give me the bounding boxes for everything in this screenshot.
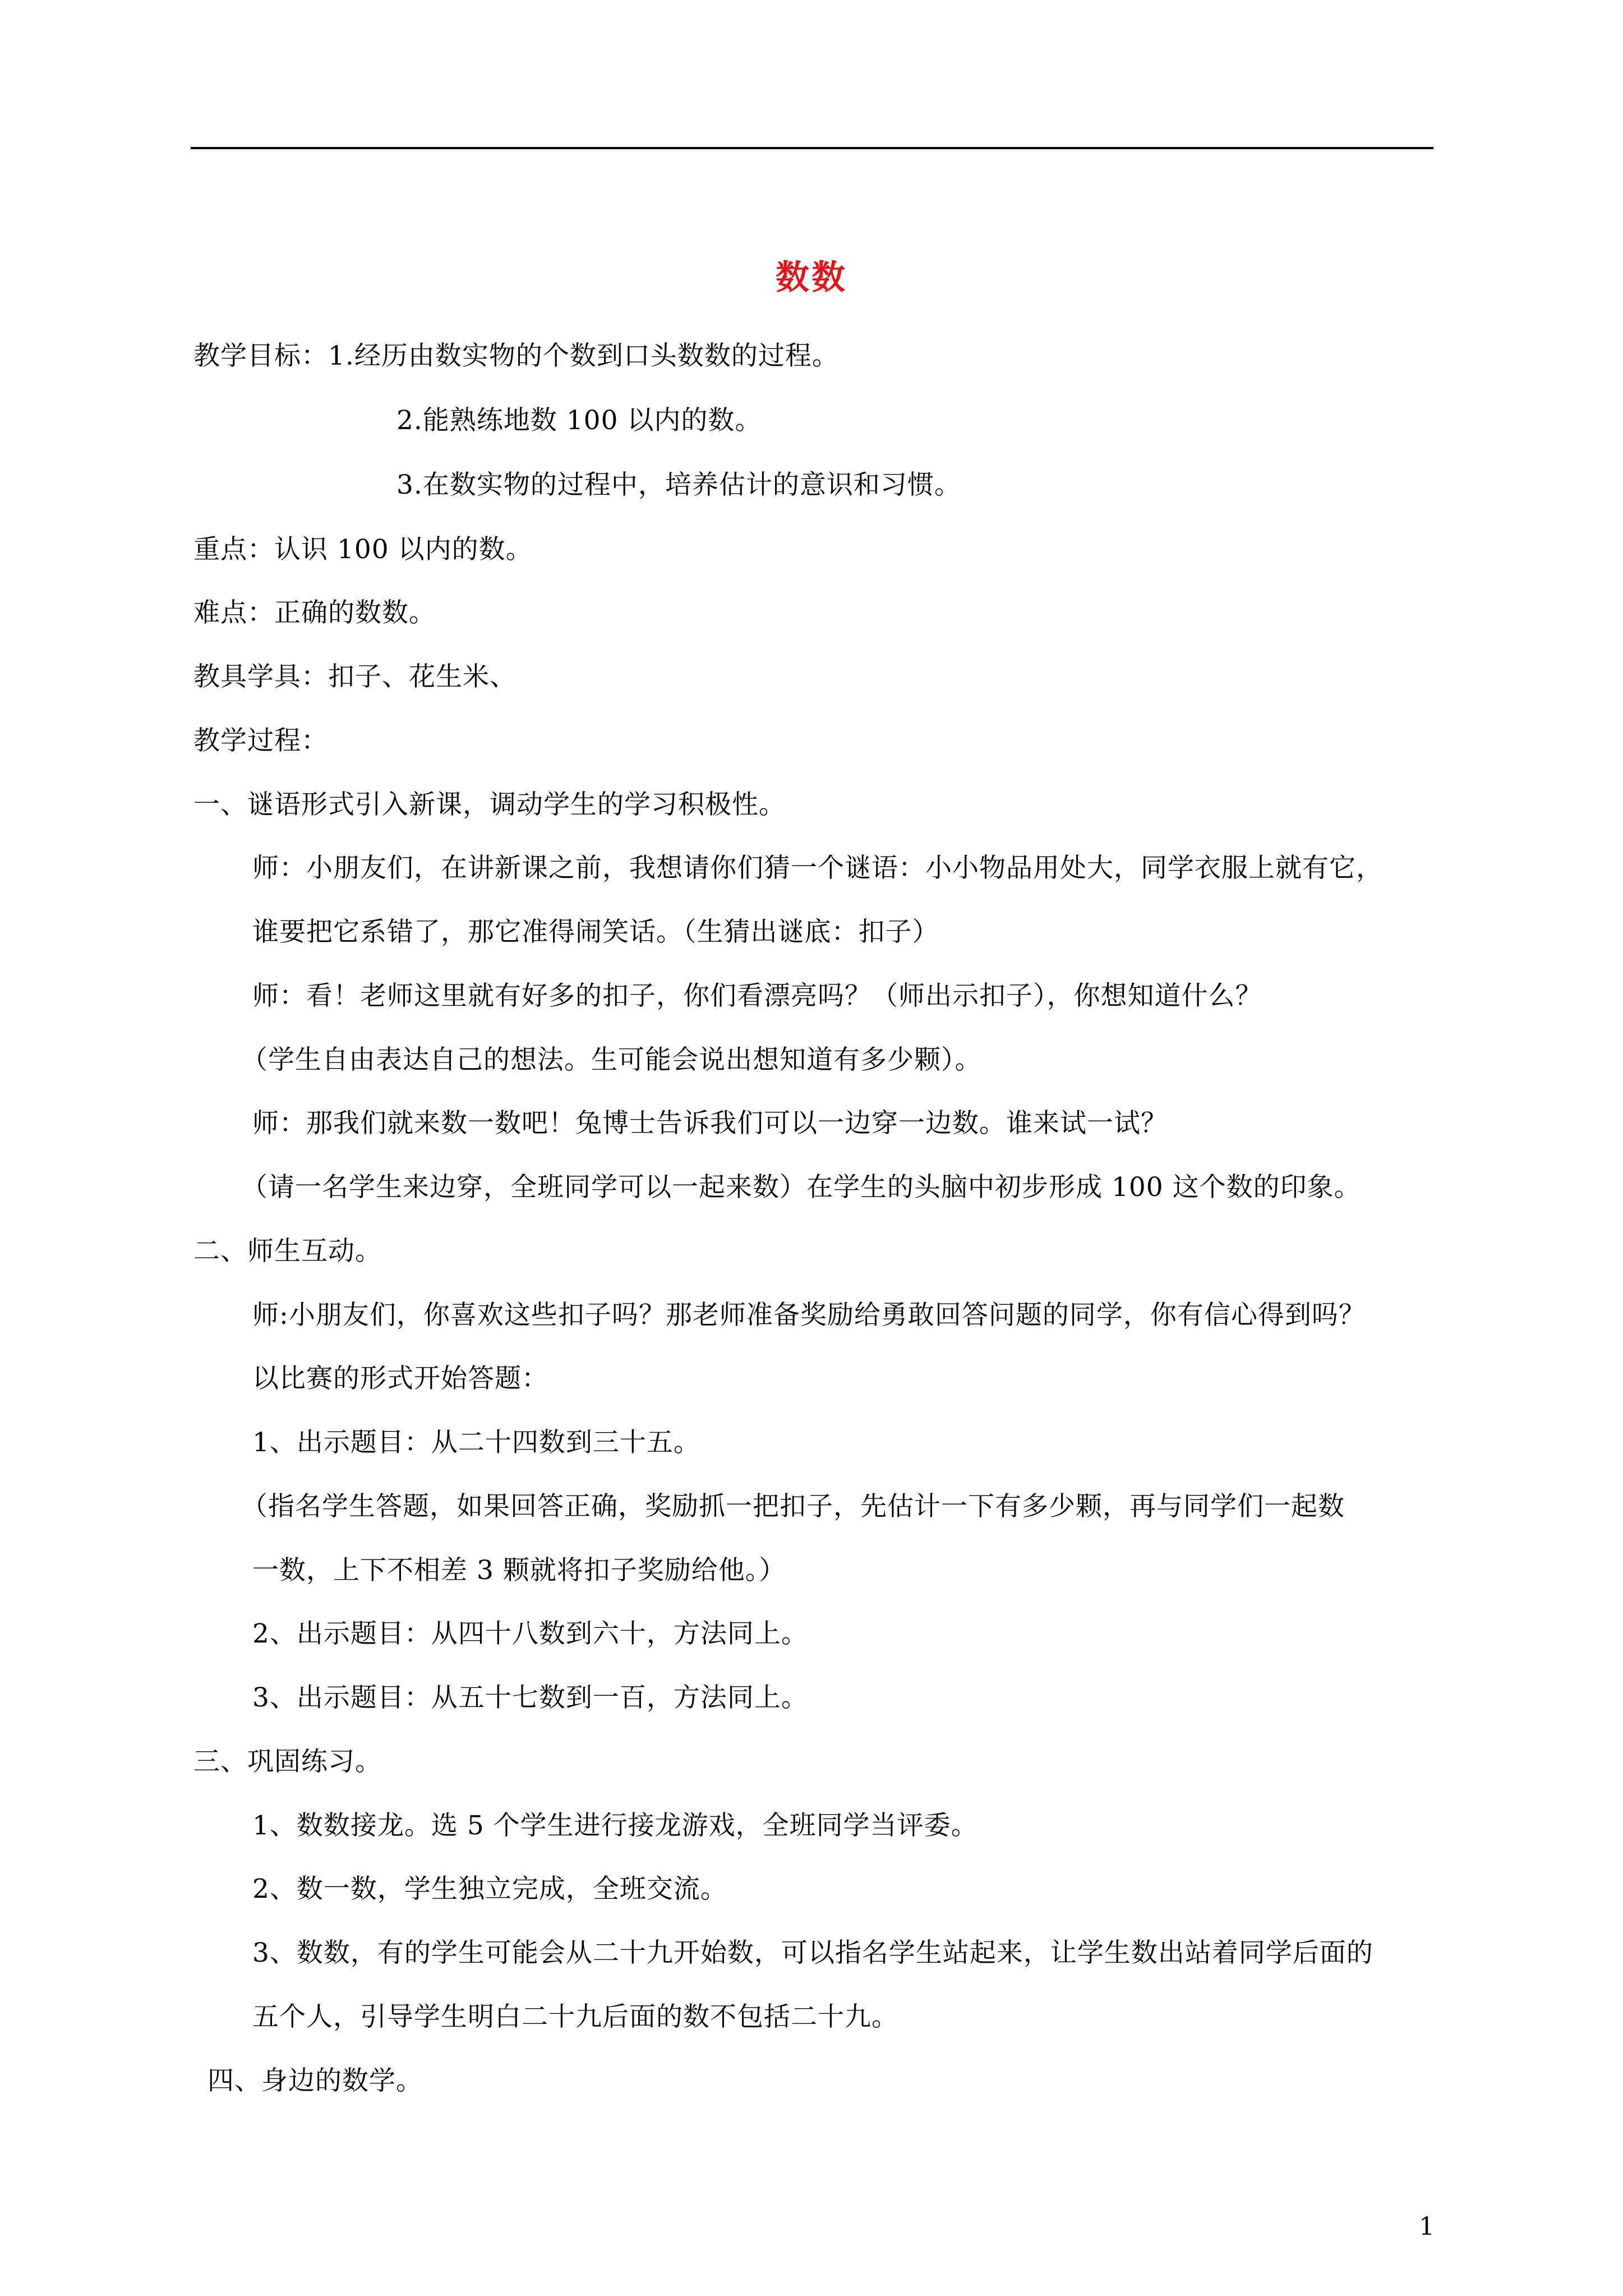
paragraph-line: 师：看！老师这里就有好多的扣子，你们看漂亮吗？（师出示扣子），你想知道什么？ [252,981,1262,1011]
page-number: 1 [1419,2212,1435,2241]
paragraph-line: 3、数数，有的学生可能会从二十九开始数，可以指名学生站起来，让学生数出站着同学后面的 [252,1938,1373,1968]
paragraph-line: 师：那我们就来数一数吧！兔博士告诉我们可以一边穿一边数。谁来试一试？ [252,1108,1168,1139]
paragraph-line: 以比赛的形式开始答题： [252,1363,548,1394]
key-point: 重点：认识 100 以内的数。 [193,534,533,565]
objective-3: 3.在数实物的过程中，培养估计的意识和习惯。 [396,470,961,500]
paragraph-line: 3、出示题目：从五十七数到一百，方法同上。 [252,1682,808,1713]
paragraph-line: 1、出示题目：从二十四数到三十五。 [252,1427,700,1458]
section-3-heading: 三、巩固练习。 [193,1746,382,1777]
paragraph-line: 五个人，引导学生明白二十九后面的数不包括二十九。 [252,2001,898,2032]
header-rule [191,147,1433,149]
objective-2: 2.能熟练地数 100 以内的数。 [396,405,762,436]
paragraph-line: 一数，上下不相差 3 颗就将扣子奖励给他。） [252,1555,786,1586]
section-2-heading: 二、师生互动。 [193,1236,382,1267]
paragraph-line: （学生自由表达自己的想法。生可能会说出想知道有多少颗）。 [241,1045,982,1075]
section-4-heading: 四、身边的数学。 [208,2065,423,2096]
document-title: 数数 [776,258,847,297]
teaching-aids: 教具学具：扣子、花生米、 [193,661,517,692]
paragraph-line: 谁要把它系错了，那它准得闹笑话。（生猜出谜底：扣子） [252,917,939,947]
paragraph-line: （指名学生答题，如果回答正确，奖励抓一把扣子，先估计一下有多少颗，再与同学们一起数 [241,1491,1345,1522]
section-1-heading: 一、谜语形式引入新课，调动学生的学习积极性。 [193,789,786,820]
paragraph-line: 2、数一数，学生独立完成，全班交流。 [252,1874,727,1904]
paragraph-line: 2、出示题目：从四十八数到六十，方法同上。 [252,1618,808,1649]
teaching-process-heading: 教学过程： [193,725,328,756]
paragraph-line: 1、数数接龙。选 5 个学生进行接龙游戏，全班同学当评委。 [252,1810,978,1841]
paragraph-line: 师：小朋友们，在讲新课之前，我想请你们猜一个谜语：小小物品用处大，同学衣服上就有它， [252,853,1383,884]
objective-1: 教学目标：1.经历由数实物的个数到口头数数的过程。 [193,341,839,371]
paragraph-line: 师:小朋友们，你喜欢这些扣子吗？那老师准备奖励给勇敢回答问题的同学，你有信心得到吗？ [252,1300,1366,1331]
difficulty: 难点：正确的数数。 [193,597,436,628]
paragraph-line: （请一名学生来边穿，全班同学可以一起来数）在学生的头脑中初步形成 100 这个数的印象。 [241,1172,1361,1203]
